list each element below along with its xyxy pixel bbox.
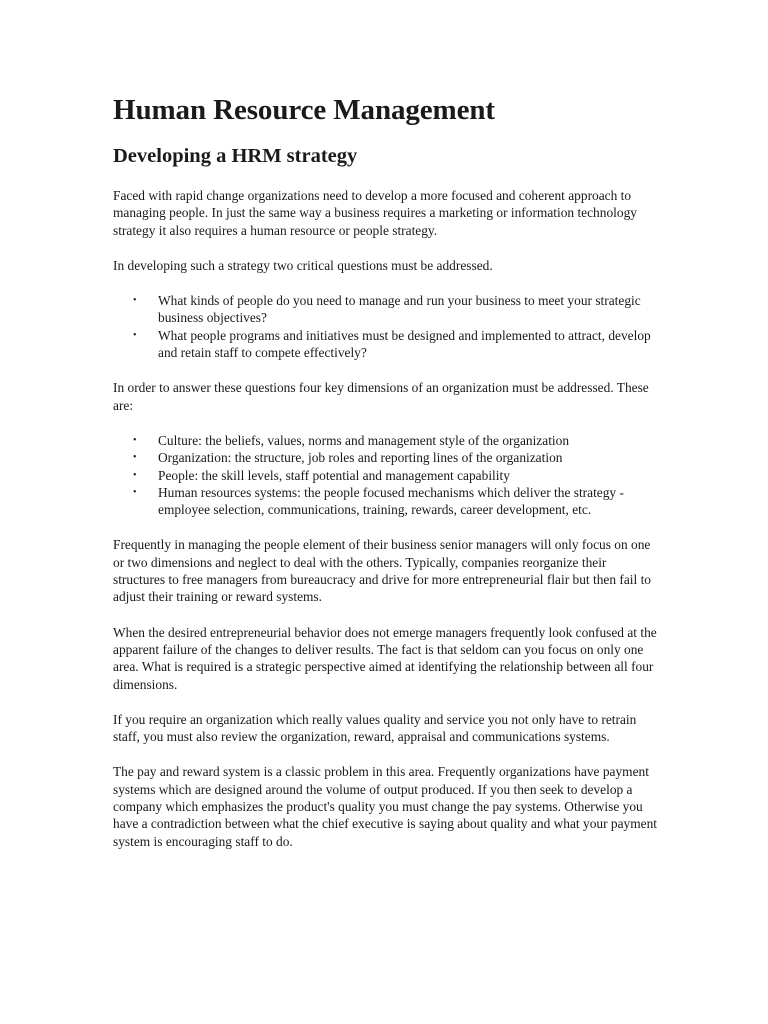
- list-item-text: People: the skill levels, staff potential and management capability: [158, 467, 510, 483]
- bullet-icon: •: [133, 486, 137, 498]
- list-item: [133, 484, 658, 519]
- bullet-icon: •: [133, 469, 137, 481]
- section-heading: Developing a HRM strategy: [113, 145, 358, 167]
- list-item-text: What kinds of people do you need to manage and run your business to meet your strategic business objectives?: [158, 293, 641, 326]
- paragraph-quality: If you require an organization which really values quality and service you not only have to retrain staff, you must also review the organization, reward, appraisal and communications systems.: [113, 711, 637, 745]
- bullet-icon: •: [133, 295, 137, 307]
- list-item: [133, 432, 658, 449]
- list-item-text: Human resources systems: the people focused mechanisms which deliver the strategy - employee selection, communications, training, rewards, career development, etc.: [158, 484, 624, 518]
- list-item-text: Culture: the beliefs, values, norms and management style of the organization: [158, 432, 570, 448]
- paragraph-frequently: Frequently in managing the people element of their business senior managers will only focus on one or two dimensions and neglect to deal with the others. Typically, companies reorganize their structures to free managers from bureaucracy and drive for more entrepreneurial flair but then fail to adjust their training or reward systems.: [113, 537, 651, 605]
- list-item: [133, 292, 658, 327]
- bullet-icon: •: [133, 434, 137, 446]
- list-item-text: What people programs and initiatives must be designed and implemented to attract, develop and retain staff to compete effectively?: [158, 327, 651, 361]
- bullet-icon: •: [133, 329, 137, 341]
- paragraph-questions-lead: In developing such a strategy two critical questions must be addressed.: [113, 257, 493, 273]
- list-item: [133, 467, 658, 484]
- paragraph-pay-reward: The pay and reward system is a classic problem in this area. Frequently organizations have payment systems which are designed around the volume of output produced. If you then seek to develop a company which emphasizes the product's quality you must change the pay systems. Otherwise you have a contradiction between what the chief executive is saying about quality and what your payment system is encouraging staff to do.: [113, 764, 657, 849]
- list-item: [133, 327, 658, 362]
- paragraph-entrepreneurial: When the desired entrepreneurial behavior does not emerge managers frequently look confused at the apparent failure of the changes to deliver results. The fact is that seldom can you focus on only one area. What is required is a strategic perspective aimed at identifying the relationship between all four dimensions.: [113, 624, 657, 692]
- list-item-text: Organization: the structure, job roles and reporting lines of the organization: [158, 450, 563, 466]
- paragraph-intro: Faced with rapid change organizations need to develop a more focused and coherent approach to managing people. In just the same way a business requires a marketing or information technology strategy it also requires a human resource or people strategy.: [113, 188, 637, 238]
- page-title: Human Resource Management: [113, 94, 495, 126]
- list-item: [133, 449, 658, 466]
- paragraph-dimensions-lead: In order to answer these questions four key dimensions of an organization must be addressed. These are:: [113, 380, 649, 413]
- document-page: [113, 92, 658, 868]
- questions-list: [113, 292, 658, 361]
- bullet-icon: •: [133, 452, 137, 464]
- dimensions-list: [113, 432, 658, 518]
